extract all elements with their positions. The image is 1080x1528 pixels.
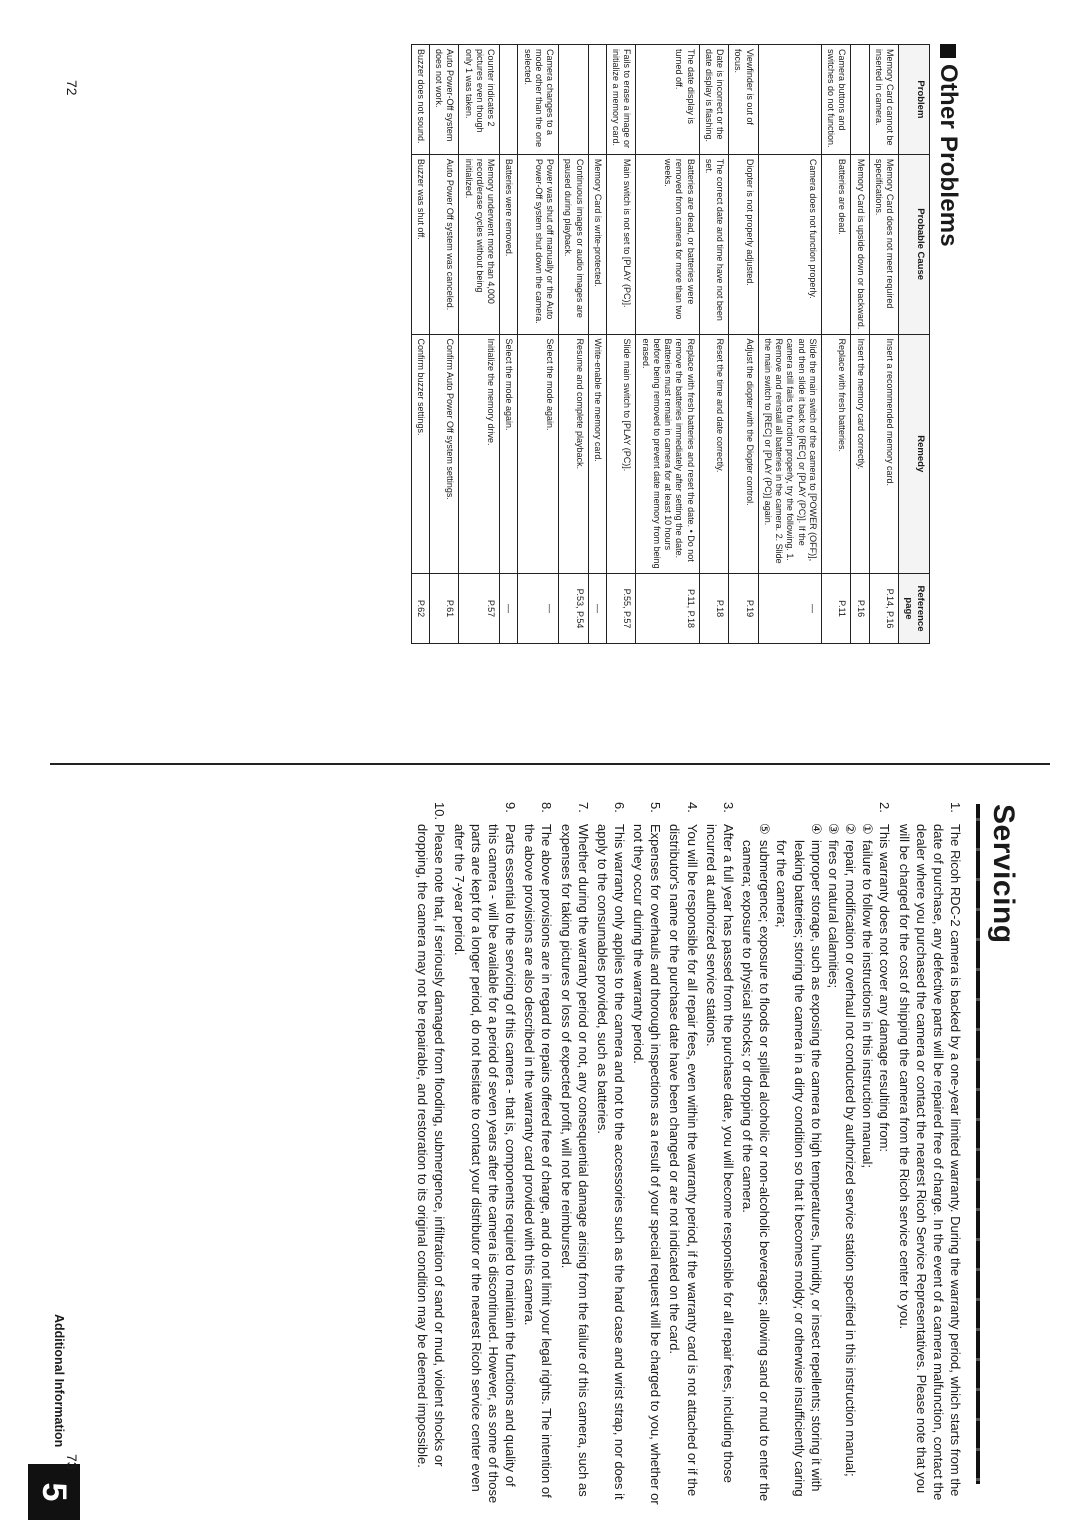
reference-cell: —	[588, 574, 606, 644]
problem-cell	[588, 45, 606, 155]
table-row	[588, 45, 606, 644]
item-text: Parts essential to the servicing of this camera - that is, components required to maintain the functions and quality of this camera - will be available for a period of seven years after the camera is discontinued. However, as some of those parts are kept for a longer period, do not hesitate to contact your distributor or the nearest Ricoh service center even after the 7-year period.	[451, 824, 519, 1504]
remedy-cell: Slide main switch to [PLAY (PC)].	[607, 334, 637, 574]
servicing-item	[666, 802, 700, 1506]
item-number: 7.	[575, 802, 591, 813]
remedy-cell: Insert a recommended memory card.	[869, 334, 899, 574]
exclusion-item	[739, 823, 773, 1506]
cause-cell: Batteries were removed.	[500, 154, 518, 334]
cause-cell: Batteries are dead.	[822, 154, 852, 334]
exclusion-number: ④	[808, 823, 824, 835]
problem-cell: Buzzer does not sound.	[411, 45, 429, 155]
problem-cell: Date is incorrect or the date display is flashing.	[699, 45, 729, 155]
table-row	[822, 45, 852, 644]
problem-cell	[500, 45, 518, 155]
remedy-cell: Resume and complete playback.	[559, 334, 589, 574]
table-row	[851, 45, 869, 644]
section-title	[934, 44, 962, 247]
problem-cell	[758, 45, 821, 155]
remedy-cell: Select the mode again.	[518, 334, 559, 574]
problem-cell: Auto Power-Off system does not work.	[430, 45, 460, 155]
servicing-item	[703, 802, 737, 1506]
troubleshooting-table	[411, 44, 930, 644]
problem-cell: Viewfinder is out of focus.	[729, 45, 759, 155]
cause-cell: Batteries are dead, or batteries were removed from camera for more than two weeks.	[636, 154, 699, 334]
reference-cell: P.16	[851, 574, 869, 644]
servicing-item	[739, 802, 893, 1506]
reference-cell: P.14, P.16	[869, 574, 899, 644]
column-header: Remedy	[899, 334, 930, 574]
problem-cell: Fails to erase a image or initialize a memory card.	[607, 45, 637, 155]
problem-cell: Camera changes to a mode other than the one selected.	[518, 45, 559, 155]
column-header: Reference page	[899, 574, 930, 644]
table-row	[758, 45, 821, 644]
table-row	[459, 45, 500, 644]
reference-cell: P.19	[729, 574, 759, 644]
cause-cell: Continuous images or audio images are paused during playback.	[559, 154, 589, 334]
cause-cell: Memory Card is upside down or backward.	[851, 154, 869, 334]
servicing-item	[557, 802, 591, 1506]
cause-cell: Camera does not function properly.	[758, 154, 821, 334]
table-header-row	[899, 45, 930, 644]
cause-cell: Memory underwent more than 4,000 record/erase cycles without being initialized.	[459, 154, 500, 334]
table-row	[411, 45, 429, 644]
servicing-item	[521, 802, 555, 1506]
reference-cell: P.11	[822, 574, 852, 644]
page-number: 73	[64, 1454, 80, 1470]
page-number: 72	[64, 80, 80, 96]
cause-cell: Auto Power Off system was canceled.	[430, 154, 460, 334]
servicing-item	[414, 802, 448, 1506]
column-header: Problem	[899, 45, 930, 155]
exclusion-item	[842, 823, 859, 1506]
item-text: Whether during the warranty period or not, any consequential damage arising from the failure of this camera, such as expenses for taking pictures or loss of expected profit, will not be reimbursed.	[558, 824, 591, 1497]
cause-cell: Diopter is not properly adjusted.	[729, 154, 759, 334]
reference-cell: P.53, P.54	[559, 574, 589, 644]
exclusion-text: fires or natural calamities;	[825, 840, 841, 989]
exclusion-item	[825, 823, 842, 1506]
servicing-item	[594, 802, 628, 1506]
exclusion-text: failure to follow the instructions in this instruction manual;	[860, 840, 876, 1169]
column-header: Probable Cause	[899, 154, 930, 334]
remedy-cell: Confirm buzzer settings.	[411, 334, 429, 574]
exclusion-list	[739, 824, 876, 1506]
table-row	[607, 45, 637, 644]
servicing-item	[450, 802, 519, 1506]
remedy-cell: Replace with fresh batteries.	[822, 334, 852, 574]
item-number: 10.	[432, 802, 448, 821]
item-number: 8.	[539, 802, 555, 813]
table-row	[699, 45, 729, 644]
item-text: You will be responsible for all repair fees, even within the warranty period, if the warranty card is not attached or if the distributor's name or the purchase date have been changed or are not indicated on the card.	[667, 824, 700, 1497]
reference-cell: P.55, P.57	[607, 574, 637, 644]
cause-cell: Power was shut off manually or the Auto Power-Off system shut down the camera.	[518, 154, 559, 334]
exclusion-item	[859, 823, 876, 1506]
remedy-cell: Write-enable the memory card.	[588, 334, 606, 574]
remedy-cell: Insert the memory card correctly.	[851, 334, 869, 574]
item-number: 9.	[503, 802, 519, 813]
item-number: 6.	[612, 802, 628, 813]
item-text: The above provisions are in regard to repairs offered free of charge, and do not limit your legal rights. The intention of the above provisions are also described in the warranty card provided with this camera.	[522, 824, 555, 1498]
remedy-cell: Reset the time and date correctly.	[699, 334, 729, 574]
item-number: 2.	[877, 802, 893, 813]
item-text: Expenses for overhauls and thorough inspections as a result of your special request will be charged to you, whether or not they occur during the warranty period.	[631, 824, 664, 1505]
item-text: This warranty does not cover any damage resulting from:	[877, 824, 893, 1153]
reference-cell: P.18	[699, 574, 729, 644]
reference-cell: P.11, P.18	[636, 574, 699, 644]
table-row	[430, 45, 460, 644]
cause-cell: Main switch is not set to [PLAY (PC)].	[607, 154, 637, 334]
exclusion-number: ②	[843, 823, 859, 835]
servicing-item	[895, 802, 964, 1506]
remedy-cell: Confirm Auto Power Off system settings.	[430, 334, 460, 574]
reference-cell: —	[518, 574, 559, 644]
problem-cell	[559, 45, 589, 155]
exclusion-item	[773, 823, 824, 1506]
item-text: After a full year has passed from the purchase date, you will become responsible for all repair fees, including those incurred at authorized service stations.	[703, 824, 736, 1484]
item-number: 4.	[684, 802, 700, 813]
exclusion-number: ①	[860, 823, 876, 835]
servicing-title: Servicing	[987, 804, 1020, 944]
remedy-cell: Adjust the diopter with the Diopter control.	[729, 334, 759, 574]
exclusion-number: ⑤	[757, 823, 773, 835]
problem-cell	[851, 45, 869, 155]
section-label: Additional Information	[52, 1314, 66, 1448]
table-body	[411, 45, 899, 644]
table-row	[729, 45, 759, 644]
reference-cell: —	[758, 574, 821, 644]
exclusion-number: ③	[825, 823, 841, 835]
table-row	[500, 45, 518, 644]
item-number: 5.	[648, 802, 664, 813]
problem-cell: The date display is turned off.	[636, 45, 699, 155]
cause-cell: Memory Card does not meet required specifications.	[869, 154, 899, 334]
remedy-cell: Slide the main switch of the camera to [POWER (OFF)], and then slide it back to [REC] or [PLAY (PC)]. If the camera still fails to function properly, try the following. 1. Remove and reinstall all batteries in the camera. 2. Slide the main switch to [REC] or [PLAY (PC)] again.	[758, 334, 821, 574]
servicing-list	[412, 802, 964, 1506]
cause-cell: Memory Card is write-protected.	[588, 154, 606, 334]
exclusion-text: repair, modification or overhaul not conducted by authorized service station specified in this instruction manual;	[843, 840, 859, 1477]
table-row	[518, 45, 559, 644]
square-bullet-icon	[940, 44, 956, 58]
title-rule	[976, 804, 980, 1484]
item-number: 1.	[948, 802, 963, 813]
remedy-cell: Select the mode again.	[500, 334, 518, 574]
item-text: Please note that, if seriously damaged from flooding, submergence, infiltration of sand or mud, violent shocks or dropping, the camera may not be repairable, and restoration to its original condition may be deemed impossible.	[415, 824, 448, 1468]
reference-cell: P.62	[411, 574, 429, 644]
reference-cell: —	[500, 574, 518, 644]
table-row	[636, 45, 699, 644]
problem-cell: Camera buttons and switches do not function.	[822, 45, 852, 155]
problem-cell: Memory Card cannot be inserted in camera.	[869, 45, 899, 155]
cause-cell: The correct date and time have not been set.	[699, 154, 729, 334]
table-row	[869, 45, 899, 644]
exclusion-text: submergence; exposure to floods or spilled alcoholic or non-alcoholic beverages; allowing sand or mud to enter the camera; exposure to physical shocks; or dropping of the camera.	[740, 840, 773, 1502]
reference-cell: P.57	[459, 574, 500, 644]
right-page	[0, 764, 1080, 1528]
section-number-tab: 5	[28, 1464, 80, 1520]
section-title-text: Other Problems	[935, 64, 962, 247]
item-text: This warranty only applies to the camera and not to the accessories such as the hard case and wrist strap, nor does it apply to the consumables provided, such as batteries.	[594, 824, 628, 1500]
item-text: The Ricoh RDC-2 camera is backed by a one-year limited warranty. During the warranty period, which starts from the date of purchase, any defective parts will be repaired free of charge. In the event of a camera malfunction, contact the dealer where you purchased the camera or contact the nearest Ricoh Service Representatives. Please note that you will be charged for the cost of shipping the camera from the Ricoh service center to you.	[896, 824, 963, 1501]
remedy-cell: Replace with fresh batteries and reset the date. • Do not remove the batteries immediately after setting the date. Batteries must remain in camera for at least 10 hours before being removed to prevent date memory from being erased.	[636, 334, 699, 574]
remedy-cell: Initialize the memory drive.	[459, 334, 500, 574]
servicing-item	[630, 802, 664, 1506]
exclusion-text: improper storage, such as exposing the camera to high temperatures, humidity, or insect repellents; storing it with leaking batteries; storing the camera in a dirty condition so that it becomes moldy; or otherwise insufficiently caring for the camera;	[774, 840, 824, 1497]
reference-cell: P.61	[430, 574, 460, 644]
cause-cell: Buzzer was shut off.	[411, 154, 429, 334]
table-row	[559, 45, 589, 644]
item-number: 3.	[720, 802, 736, 813]
problem-cell: Counter indicates 2 pictures even though only 1 was taken.	[459, 45, 500, 155]
